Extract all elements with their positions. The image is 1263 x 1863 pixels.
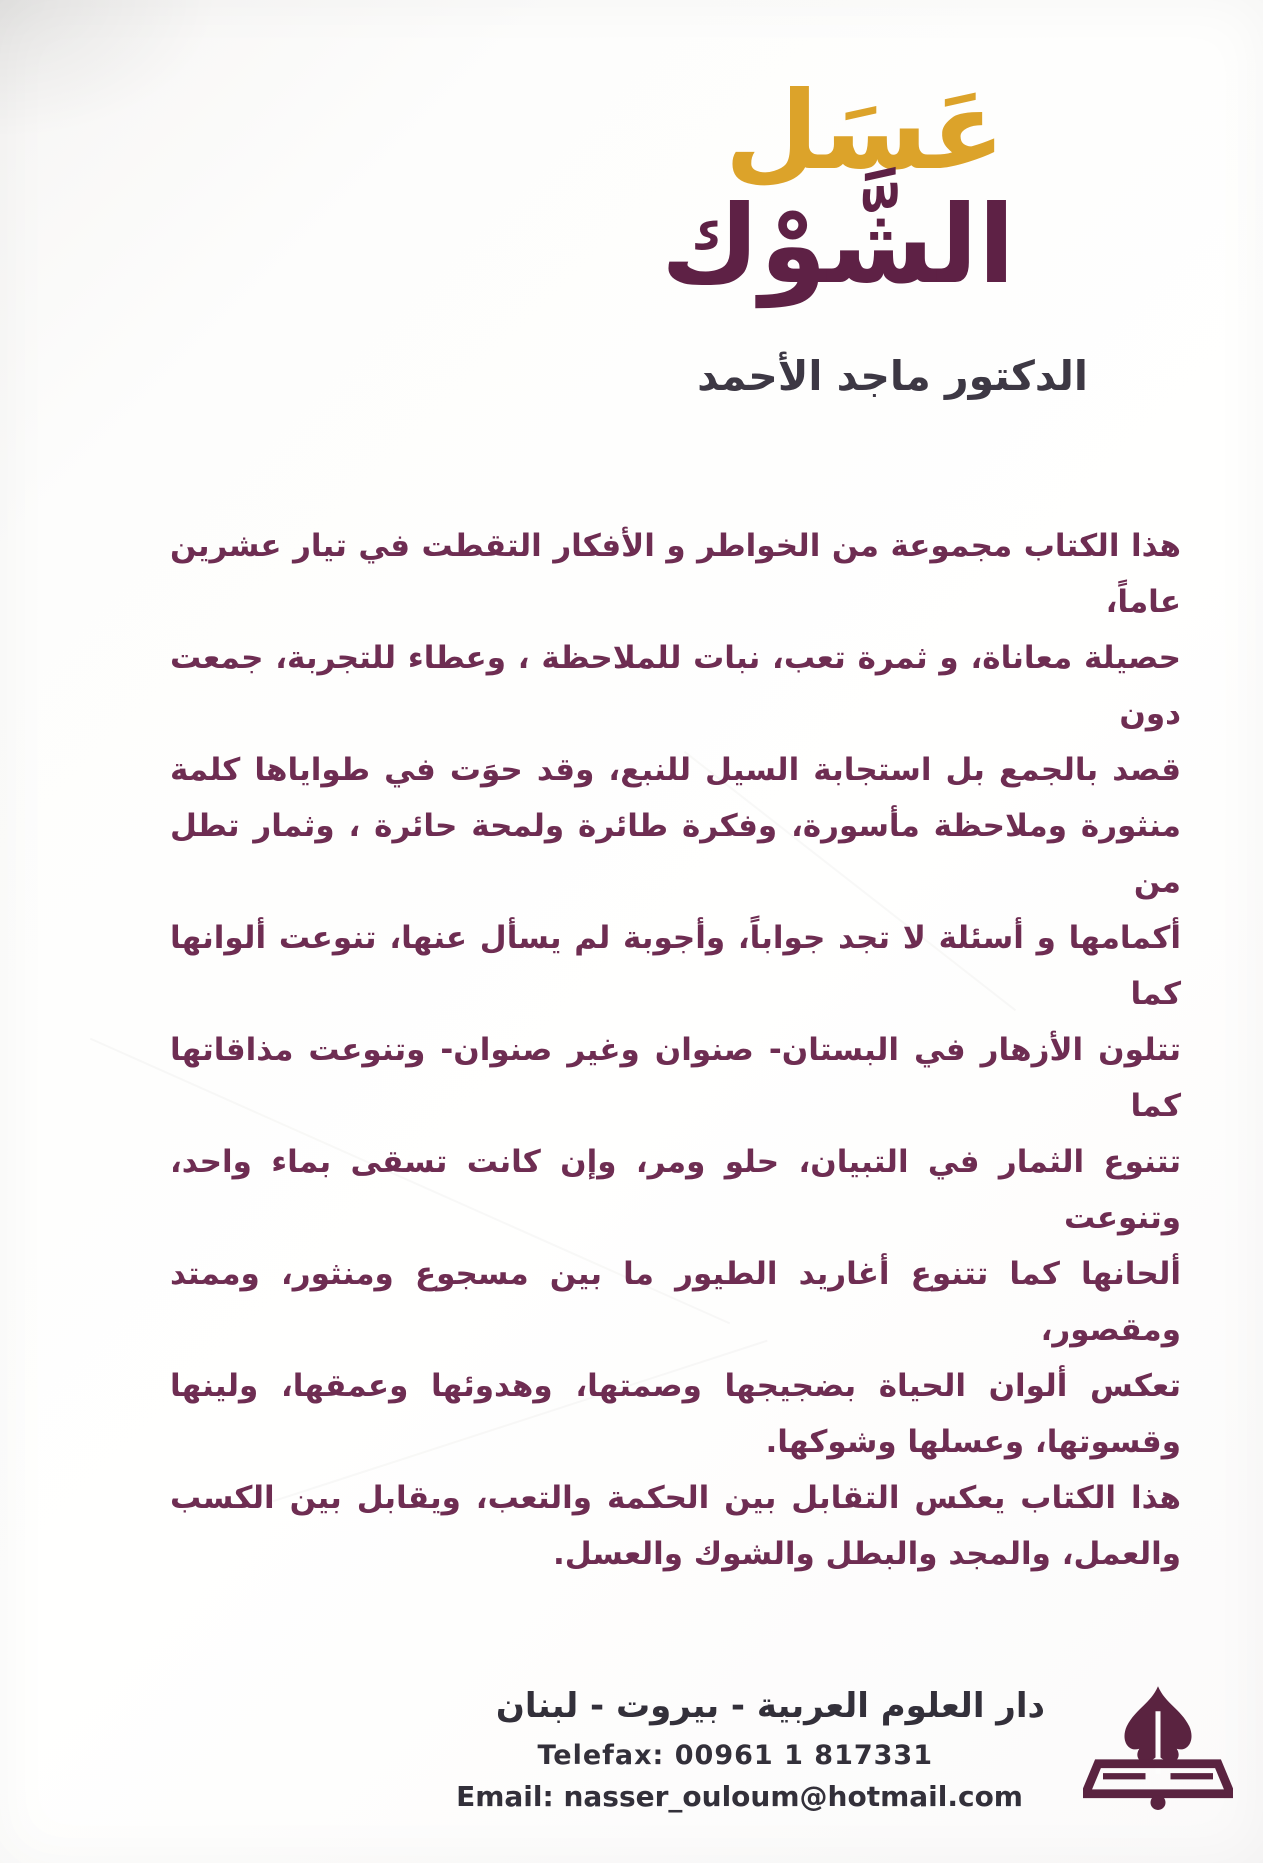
blurb-line: تتنوع الثمار في التبيان، حلو ومر، وإن كانت تسقى بماء واحد، وتنوعت [170, 1144, 1181, 1236]
blurb-line: تعكس ألوان الحياة بضجيجها وصمتها، وهدوئها وعمقها، ولينها [170, 1368, 1181, 1404]
publisher-telefax: Telefax: 00961 1 817331 [537, 1740, 933, 1771]
blurb-line: حصيلة معاناة، و ثمرة تعب، نبات للملاحظة ، وعطاء للتجربة، جمعت دون [170, 640, 1181, 732]
publisher-name: دار العلوم العربية - بيروت - لبنان [495, 1686, 1045, 1726]
blurb-line: أكمامها و أسئلة لا تجد جواباً، وأجوبة لم يسأل عنها، تنوعت ألوانها كما [170, 920, 1181, 1012]
blurb-line: منثورة وملاحظة مأسورة، وفكرة طائرة ولمحة حائرة ، وثمار تطل من [170, 808, 1181, 900]
blurb-line: قصد بالجمع بل استجابة السيل للنبع، وقد حوَت في طواياها كلمة [170, 752, 1181, 788]
book-title-word-thorns: الشَّوْك [660, 183, 1015, 308]
blurb-line: هذا الكتاب مجموعة من الخواطر و الأفكار التقطت في تيار عشرين عاماً، [170, 528, 1181, 620]
scan-corner-shade [0, 0, 220, 140]
blurb-line: ألحانها كما تتنوع أغاريد الطيور ما بين مسجوع ومنثور، وممتد ومقصور، [170, 1256, 1181, 1348]
blurb-line: وقسوتها، وعسلها وشوكها. [765, 1424, 1181, 1460]
blurb-line: هذا الكتاب يعكس التقابل بين الحكمة والتعب، ويقابل بين الكسب [170, 1480, 1181, 1516]
book-title-word-honey: عَسَل [724, 69, 1005, 194]
author-name: الدكتور ماجد الأحمد [697, 352, 1088, 400]
blurb-line: والعمل، والمجد والبطل والشوك والعسل. [552, 1536, 1181, 1572]
blurb-line: تتلون الأزهار في البستان- صنوان وغير صنوان- وتنوعت مذاقاتها كما [170, 1032, 1181, 1124]
publisher-email: Email: nasser_ouloum@hotmail.com [456, 1780, 1023, 1813]
publisher-footer [0, 1686, 1263, 1846]
publisher-logo-icon [1083, 1680, 1233, 1820]
back-cover-blurb [170, 518, 1181, 1582]
